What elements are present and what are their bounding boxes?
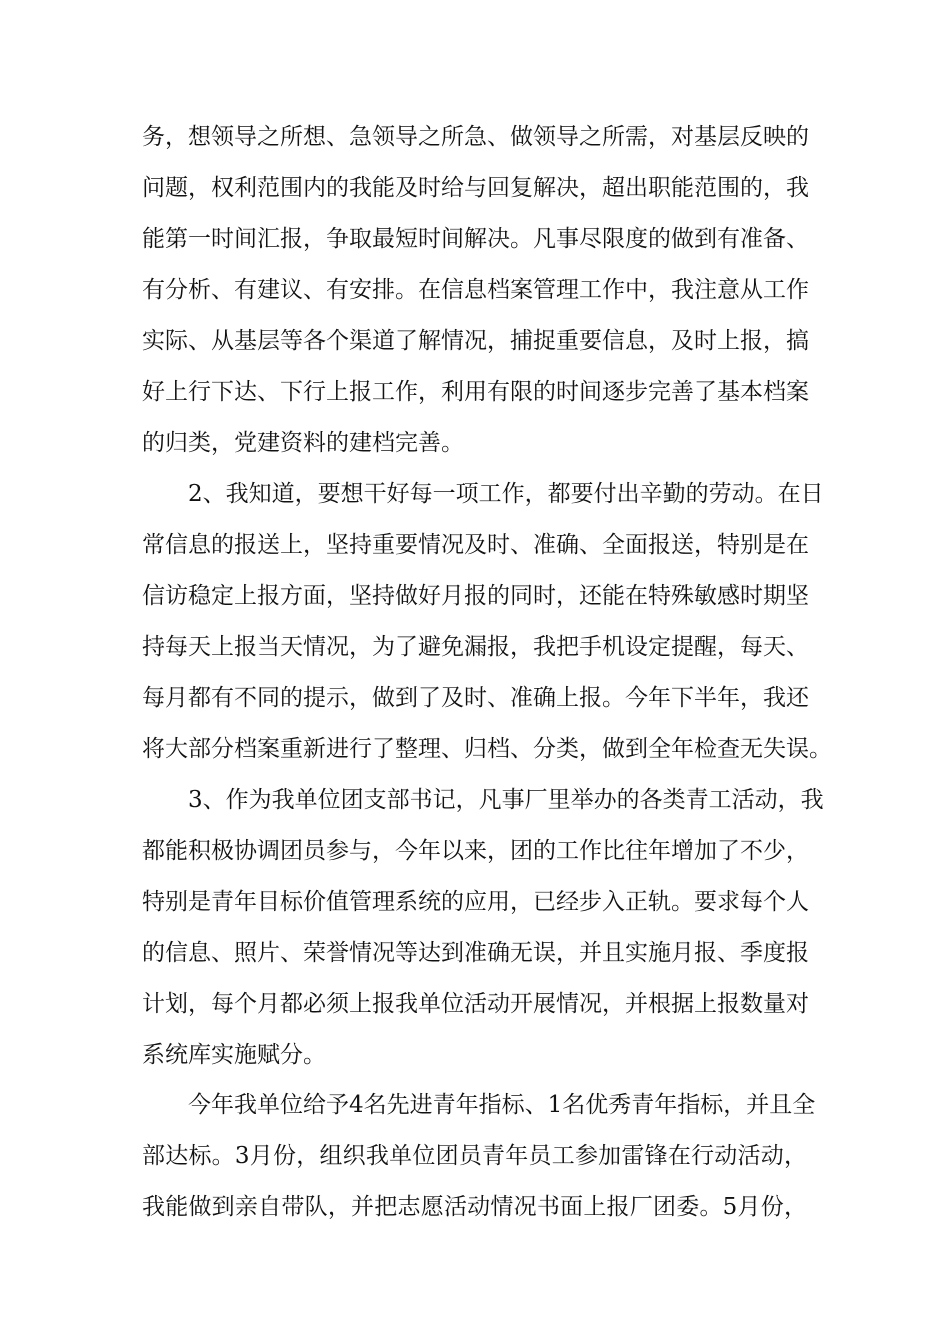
paragraph-line: 系统库实施赋分。	[142, 1042, 326, 1068]
paragraph-1	[142, 112, 807, 469]
paragraph-line: 实际、从基层等各个渠道了解情况，捕捉重要信息，及时上报，搞	[142, 328, 809, 354]
paragraph-line: 部达标。3月份，组织我单位团员青年员工参加雷锋在行动活动，	[142, 1143, 807, 1169]
paragraph-line: 的归类，党建资料的建档完善。	[142, 430, 464, 456]
paragraph-line: 持每天上报当天情况，为了避免漏报，我把手机设定提醒，每天、	[142, 634, 809, 660]
paragraph-line: 将大部分档案重新进行了整理、归档、分类，做到全年检查无失误。	[142, 736, 832, 762]
paragraph-line: 有分析、有建议、有安排。在信息档案管理工作中，我注意从工作	[142, 277, 809, 303]
paragraph-line: 信访稳定上报方面，坚持做好月报的同时，还能在特殊敏感时期坚	[142, 583, 809, 609]
paragraph-4	[142, 1080, 816, 1233]
paragraph-3	[142, 775, 824, 1081]
paragraph-line: 计划，每个月都必须上报我单位活动开展情况，并根据上报数量对	[142, 991, 809, 1017]
paragraph-line: 能第一时间汇报，争取最短时间解决。凡事尽限度的做到有准备、	[142, 226, 809, 252]
paragraph-line: 2、我知道，要想干好每一项工作，都要付出辛勤的劳动。在日	[188, 481, 824, 507]
paragraph-line: 问题，权利范围内的我能及时给与回复解决，超出职能范围的，我	[142, 175, 809, 201]
paragraph-line: 的信息、照片、荣誉情况等达到准确无误，并且实施月报、季度报	[142, 940, 809, 966]
paragraph-line: 3、作为我单位团支部书记，凡事厂里举办的各类青工活动，我	[188, 787, 824, 813]
paragraph-line: 常信息的报送上，坚持重要情况及时、准确、全面报送，特别是在	[142, 532, 809, 558]
paragraph-line: 我能做到亲自带队，并把志愿活动情况书面上报厂团委。5月份，	[142, 1194, 807, 1220]
paragraph-line: 今年我单位给予4名先进青年指标、1名优秀青年指标，并且全	[188, 1092, 816, 1118]
paragraph-line: 好上行下达、下行上报工作，利用有限的时间逐步完善了基本档案	[142, 379, 809, 405]
paragraph-line: 每月都有不同的提示，做到了及时、准确上报。今年下半年，我还	[142, 685, 809, 711]
paragraph-line: 特别是青年目标价值管理系统的应用，已经步入正轨。要求每个人	[142, 889, 809, 915]
paragraph-line: 都能积极协调团员参与，今年以来，团的工作比往年增加了不少，	[142, 838, 809, 864]
paragraph-2	[142, 469, 832, 775]
paragraph-line: 务，想领导之所想、急领导之所急、做领导之所需，对基层反映的	[142, 124, 809, 150]
